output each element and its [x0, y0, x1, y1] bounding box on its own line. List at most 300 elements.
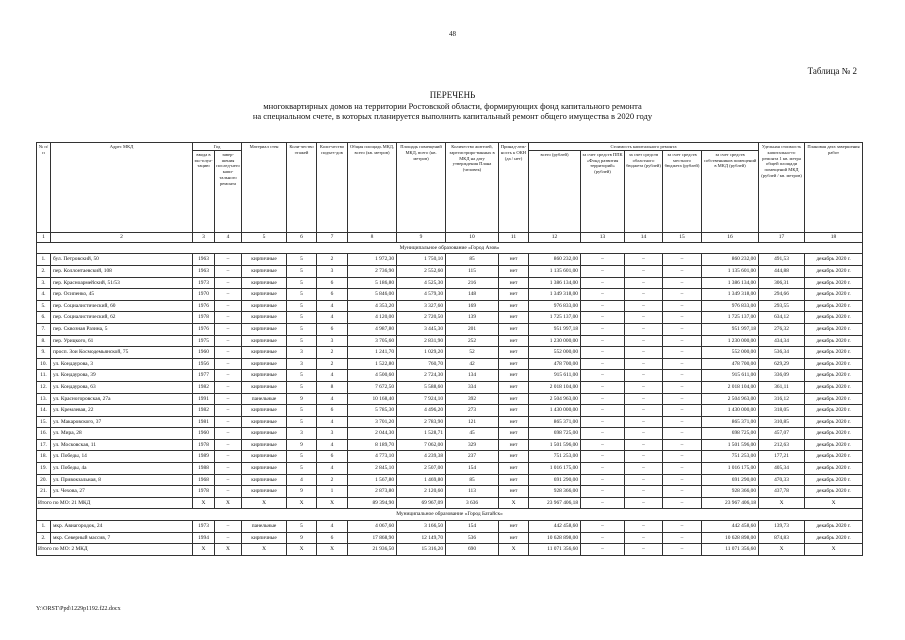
table-cell: 216 — [446, 277, 499, 289]
total-cell: 23 967 406,18 — [529, 497, 581, 509]
table-cell: 4 987,80 — [348, 323, 397, 335]
table-cell: 273 — [446, 405, 499, 417]
table-cell: 2 873,80 — [348, 486, 397, 498]
table-cell: декабрь 2020 г. — [805, 289, 863, 301]
table-cell: 4 — [287, 474, 317, 486]
table-cell: декабрь 2020 г. — [805, 521, 863, 533]
table-cell: 5 — [287, 300, 317, 312]
table-cell: нет — [499, 381, 529, 393]
table-cell: – — [215, 532, 242, 544]
table-cell: – — [581, 312, 625, 324]
table-cell: 21. — [37, 486, 51, 498]
table-cell: пер. Сквозная Разина, 5 — [51, 323, 193, 335]
table-cell: – — [663, 323, 702, 335]
total-cell: – — [581, 544, 625, 556]
table-cell: 860 232,00 — [702, 254, 759, 266]
table-cell: кирпичные — [242, 300, 287, 312]
table-cell: 7 924,10 — [397, 393, 446, 405]
table-cell: 13. — [37, 393, 51, 405]
table-cell: – — [625, 474, 663, 486]
table-cell: нет — [499, 265, 529, 277]
table-cell: пер. Социалистический, 60 — [51, 300, 193, 312]
table-cell: 442 458,60 — [702, 521, 759, 533]
table-cell: 434,34 — [759, 335, 805, 347]
table-cell: 951 997,18 — [529, 323, 581, 335]
table-cell: панельные — [242, 521, 287, 533]
table-cell: кирпичные — [242, 265, 287, 277]
table-cell: 1 016 175,00 — [529, 463, 581, 475]
table-cell: – — [581, 463, 625, 475]
table-cell: – — [625, 521, 663, 533]
table-cell: – — [625, 428, 663, 440]
table-cell: кирпичные — [242, 358, 287, 370]
table-cell: кирпичные — [242, 416, 287, 428]
total-cell: X — [759, 497, 805, 509]
table-cell: – — [625, 405, 663, 417]
table-cell: – — [625, 323, 663, 335]
table-row — [37, 416, 863, 428]
table-cell: 2 720,50 — [397, 312, 446, 324]
table-cell: 2 504 963,00 — [529, 393, 581, 405]
table-cell: – — [215, 486, 242, 498]
total-cell: X — [317, 544, 348, 556]
table-cell: – — [215, 428, 242, 440]
table-cell: кирпичные — [242, 312, 287, 324]
table-cell: кирпичные — [242, 370, 287, 382]
header-cost-total: всего (рублей) — [529, 150, 581, 232]
table-cell: 1 241,70 — [348, 347, 397, 359]
total-cell: X — [499, 497, 529, 509]
total-cell: X — [287, 497, 317, 509]
table-cell: – — [581, 300, 625, 312]
table-cell: 629,29 — [759, 358, 805, 370]
table-cell: 1 135 601,00 — [702, 265, 759, 277]
table-row — [37, 463, 863, 475]
table-cell: 169 — [446, 300, 499, 312]
table-cell: 10 168,40 — [348, 393, 397, 405]
table-cell: декабрь 2020 г. — [805, 381, 863, 393]
table-row — [37, 486, 863, 498]
table-cell: 1977 — [193, 370, 215, 382]
table-row — [37, 451, 863, 463]
table-cell: ул. Мира, 28 — [51, 428, 193, 440]
table-cell: 5 — [287, 370, 317, 382]
table-cell: 6 — [317, 405, 348, 417]
table-cell: декабрь 2020 г. — [805, 323, 863, 335]
table-cell: 15. — [37, 416, 51, 428]
table-cell: – — [581, 254, 625, 266]
table-cell: 139 — [446, 312, 499, 324]
table-cell: декабрь 2020 г. — [805, 335, 863, 347]
title-line-2: многоквартирных домов на территории Ростовской области, формирующих фонд капитального ремонта — [263, 100, 642, 111]
table-cell: ул. Победы, 4а — [51, 463, 193, 475]
table-cell: кирпичные — [242, 474, 287, 486]
table-cell: ул. Привокзальная, 8 — [51, 474, 193, 486]
total-cell: 69 967,09 — [397, 497, 446, 509]
table-cell: нет — [499, 486, 529, 498]
table-cell: декабрь 2020 г. — [805, 486, 863, 498]
table-cell: – — [581, 277, 625, 289]
table-cell: мкр. Северный массив, 7 — [51, 532, 193, 544]
table-cell: 3 — [317, 265, 348, 277]
table-cell: декабрь 2020 г. — [805, 416, 863, 428]
header-entrances: Коли-чество подъез-дов — [317, 143, 348, 233]
total-cell: 21 936,50 — [348, 544, 397, 556]
table-cell: ул. Кондаурова, 3 — [51, 358, 193, 370]
table-cell: нет — [499, 335, 529, 347]
table-cell: 4 — [317, 416, 348, 428]
table-cell: – — [663, 439, 702, 451]
table-cell: 1 522,80 — [348, 358, 397, 370]
column-number: 17 — [759, 232, 805, 242]
table-cell: 976 833,00 — [529, 300, 581, 312]
table-cell: – — [215, 463, 242, 475]
table-cell: 12. — [37, 381, 51, 393]
table-cell: – — [663, 486, 702, 498]
table-cell: – — [581, 370, 625, 382]
table-cell: 18. — [37, 451, 51, 463]
table-cell: – — [215, 323, 242, 335]
header-year-last-repair: завер-шения послед-него капи-тального ремонта — [215, 150, 242, 232]
table-cell: 1 501 596,00 — [702, 439, 759, 451]
table-cell: – — [215, 312, 242, 324]
table-cell: кирпичные — [242, 323, 287, 335]
table-cell: 951 997,18 — [702, 323, 759, 335]
table-cell: 154 — [446, 463, 499, 475]
table-cell: 1981 — [193, 416, 215, 428]
table-cell: пер. Осипенко, 45 — [51, 289, 193, 301]
table-row — [37, 521, 863, 533]
table-cell: 1 135 601,00 — [529, 265, 581, 277]
table-cell: – — [663, 370, 702, 382]
table-cell: 4 239,38 — [397, 451, 446, 463]
table-row — [37, 347, 863, 359]
table-cell: 915 611,00 — [702, 370, 759, 382]
table-cell: – — [215, 289, 242, 301]
table-cell: 1991 — [193, 393, 215, 405]
table-cell: 2 — [317, 347, 348, 359]
table-cell: 4 579,30 — [397, 289, 446, 301]
table-cell: 3 — [317, 428, 348, 440]
table-cell: – — [581, 265, 625, 277]
table-cell: 2 018 104,00 — [529, 381, 581, 393]
total-cell: 3 636 — [446, 497, 499, 509]
table-cell: 154 — [446, 521, 499, 533]
table-cell: – — [663, 463, 702, 475]
table-cell: 1989 — [193, 451, 215, 463]
table-cell: 444,88 — [759, 265, 805, 277]
table-cell: 1960 — [193, 347, 215, 359]
header-no: № п/п — [37, 143, 51, 233]
table-cell: 928 366,00 — [529, 486, 581, 498]
table-cell: 1988 — [193, 463, 215, 475]
total-cell: – — [663, 544, 702, 556]
table-cell: 3 — [317, 335, 348, 347]
table-cell: 457,07 — [759, 428, 805, 440]
table-cell: – — [663, 254, 702, 266]
table-cell: 2 736,90 — [348, 265, 397, 277]
table-cell: – — [215, 300, 242, 312]
table-cell: 8 — [317, 381, 348, 393]
table-cell: 9 — [287, 486, 317, 498]
table-cell: 491,53 — [759, 254, 805, 266]
table-cell: нет — [499, 474, 529, 486]
table-cell: декабрь 2020 г. — [805, 358, 863, 370]
table-cell: декабрь 2020 г. — [805, 265, 863, 277]
table-cell: кирпичные — [242, 405, 287, 417]
total-cell: X — [242, 544, 287, 556]
table-cell: 5 — [287, 254, 317, 266]
table-cell: 5 — [287, 405, 317, 417]
table-cell: – — [663, 312, 702, 324]
table-row — [37, 265, 863, 277]
table-cell: – — [581, 381, 625, 393]
table-row — [37, 370, 863, 382]
table-cell: 536 — [446, 532, 499, 544]
table-cell: ул. Кондаурова, 63 — [51, 381, 193, 393]
section-title: Муниципальное образование «Город Азов» — [37, 242, 863, 254]
table-cell: – — [625, 312, 663, 324]
table-cell: 3 — [287, 347, 317, 359]
table-cell: декабрь 2020 г. — [805, 300, 863, 312]
table-cell: 865 371,00 — [529, 416, 581, 428]
table-cell: кирпичные — [242, 289, 287, 301]
table-cell: 1 725 137,00 — [702, 312, 759, 324]
table-cell: 1 386 134,00 — [702, 277, 759, 289]
table-cell: 3 327,60 — [397, 300, 446, 312]
table-cell: 1963 — [193, 254, 215, 266]
table-cell: декабрь 2020 г. — [805, 312, 863, 324]
table-cell: 252 — [446, 335, 499, 347]
table-row — [37, 312, 863, 324]
table-row — [37, 474, 863, 486]
table-cell: 1 386 134,00 — [529, 277, 581, 289]
table-cell: 5 — [287, 312, 317, 324]
column-number: 15 — [663, 232, 702, 242]
table-cell: – — [663, 521, 702, 533]
table-cell: бул. Петровский, 50 — [51, 254, 193, 266]
table-row — [37, 393, 863, 405]
header-wall-material: Материал стен — [242, 143, 287, 233]
table-cell: 7 062,00 — [397, 439, 446, 451]
table-cell: – — [215, 358, 242, 370]
header-cost-owners: за счет средств собственников помещений в МКД (рублей) — [702, 150, 759, 232]
table-cell: 2 783,90 — [397, 416, 446, 428]
header-specific-cost: Удельная стоимость капитально-го ремонта 1 кв. метра общей площади помещений МКД (рублей / кв. метров) — [759, 143, 805, 233]
total-cell: 11 071 356,60 — [702, 544, 759, 556]
table-header — [37, 143, 863, 243]
total-cell: X — [193, 544, 215, 556]
total-cell: X — [805, 544, 863, 556]
table-cell: пер. Социалистический, 62 — [51, 312, 193, 324]
table-cell: нет — [499, 312, 529, 324]
table-cell: кирпичные — [242, 463, 287, 475]
header-floors: Коли-чество этажей — [287, 143, 317, 233]
table-cell: 10. — [37, 358, 51, 370]
table-cell: 2 — [317, 474, 348, 486]
table-row — [37, 289, 863, 301]
table-row — [37, 405, 863, 417]
table-cell: ул. Московская, 11 — [51, 439, 193, 451]
table-cell: 6. — [37, 312, 51, 324]
table-cell: 5 186,80 — [348, 277, 397, 289]
table-row — [37, 358, 863, 370]
table-cell: 5 — [287, 521, 317, 533]
table-cell: декабрь 2020 г. — [805, 254, 863, 266]
table-cell: 2 — [317, 358, 348, 370]
column-number: 9 — [397, 232, 446, 242]
table-cell: – — [215, 451, 242, 463]
column-number: 12 — [529, 232, 581, 242]
table-cell: 1978 — [193, 486, 215, 498]
table-cell: 42 — [446, 358, 499, 370]
table-cell: 306,31 — [759, 277, 805, 289]
table-cell: 17 868,90 — [348, 532, 397, 544]
table-cell: 5 — [287, 416, 317, 428]
table-cell: 293,55 — [759, 300, 805, 312]
table-cell: 874,83 — [759, 532, 805, 544]
total-cell: 690 — [446, 544, 499, 556]
table-cell: – — [625, 486, 663, 498]
table-cell: 4 — [317, 521, 348, 533]
table-cell: 4 — [317, 439, 348, 451]
table-cell: декабрь 2020 г. — [805, 474, 863, 486]
table-cell: 915 611,00 — [529, 370, 581, 382]
table-cell: 19. — [37, 463, 51, 475]
table-cell: 1976 — [193, 323, 215, 335]
total-cell: X — [287, 544, 317, 556]
table-cell: 1 430 000,00 — [702, 405, 759, 417]
table-cell: 4 — [317, 312, 348, 324]
table-cell: 3 701,20 — [348, 416, 397, 428]
table-cell: ул. Чехова, 27 — [51, 486, 193, 498]
file-path-footer: Y:\ORST\Ppd\1229p1192.f22.docx — [36, 606, 121, 612]
table-cell: нет — [499, 347, 529, 359]
table-cell: – — [215, 439, 242, 451]
table-cell: – — [215, 254, 242, 266]
table-cell: 7. — [37, 323, 51, 335]
total-cell: 23 967 406,18 — [702, 497, 759, 509]
table-cell: – — [581, 405, 625, 417]
table-cell: 392 — [446, 393, 499, 405]
table-cell: декабрь 2020 г. — [805, 393, 863, 405]
table-cell: 9 — [287, 393, 317, 405]
table-cell: 336,09 — [759, 370, 805, 382]
table-cell: 1994 — [193, 532, 215, 544]
table-cell: 4 496,20 — [397, 405, 446, 417]
table-cell: нет — [499, 416, 529, 428]
table-row — [37, 381, 863, 393]
table-cell: 4 067,60 — [348, 521, 397, 533]
table-cell: 4 500,60 — [348, 370, 397, 382]
table-cell: 12 149,70 — [397, 532, 446, 544]
table-cell: 11. — [37, 370, 51, 382]
table-cell: – — [215, 393, 242, 405]
table-cell: 1963 — [193, 265, 215, 277]
table-cell: ул. Макаровского, 37 — [51, 416, 193, 428]
table-cell: пер. Красноармейский, 51/53 — [51, 277, 193, 289]
table-cell: 1 029,20 — [397, 347, 446, 359]
table-cell: панельные — [242, 393, 287, 405]
column-number: 13 — [581, 232, 625, 242]
table-cell: 4 773,10 — [348, 451, 397, 463]
column-number: 18 — [805, 232, 863, 242]
table-cell: нет — [499, 405, 529, 417]
header-cost-regional: за счет средств областного бюджета (рублей) — [625, 150, 663, 232]
table-cell: нет — [499, 428, 529, 440]
table-cell: – — [663, 381, 702, 393]
table-cell: 1. — [37, 521, 51, 533]
table-cell: – — [215, 370, 242, 382]
total-cell: 15 316,20 — [397, 544, 446, 556]
column-number: 10 — [446, 232, 499, 242]
table-cell: – — [581, 486, 625, 498]
table-cell: 1960 — [193, 428, 215, 440]
table-cell: 16. — [37, 428, 51, 440]
table-cell: 2 845,10 — [348, 463, 397, 475]
table-cell: 1 972,30 — [348, 254, 397, 266]
table-cell: 4 525,30 — [397, 277, 446, 289]
table-cell: 4. — [37, 289, 51, 301]
table-cell: 5 846,00 — [348, 289, 397, 301]
table-cell: нет — [499, 300, 529, 312]
table-cell: – — [663, 300, 702, 312]
table-cell: 8. — [37, 335, 51, 347]
table-row — [37, 428, 863, 440]
header-cost-fund: за счет средств ППК «Фонд развития территорий» (рублей) — [581, 150, 625, 232]
table-cell: – — [625, 416, 663, 428]
table-cell: – — [215, 521, 242, 533]
table-cell: нет — [499, 521, 529, 533]
total-cell: 89 394,90 — [348, 497, 397, 509]
table-cell: – — [581, 347, 625, 359]
column-number: 5 — [242, 232, 287, 242]
table-cell: – — [663, 277, 702, 289]
table-cell: 470,33 — [759, 474, 805, 486]
column-number: 6 — [287, 232, 317, 242]
table-cell: 751 253,00 — [529, 451, 581, 463]
table-cell: – — [625, 439, 663, 451]
table-cell: 121 — [446, 416, 499, 428]
table-cell: 5 — [287, 289, 317, 301]
table-cell: 478 700,00 — [529, 358, 581, 370]
table-cell: декабрь 2020 г. — [805, 439, 863, 451]
column-number: 2 — [51, 232, 193, 242]
table-cell: 437,78 — [759, 486, 805, 498]
table-cell: нет — [499, 451, 529, 463]
table-row — [37, 323, 863, 335]
table-cell: – — [625, 265, 663, 277]
table-cell: – — [215, 335, 242, 347]
table-cell: 316,12 — [759, 393, 805, 405]
total-cell: 11 071 356,60 — [529, 544, 581, 556]
table-cell: 5 — [287, 335, 317, 347]
table-cell: 1 349 318,00 — [529, 289, 581, 301]
table-cell: – — [625, 393, 663, 405]
table-cell: 1970 — [193, 289, 215, 301]
total-cell: X — [215, 497, 242, 509]
table-cell: – — [663, 393, 702, 405]
table-cell: 5 — [287, 381, 317, 393]
table-cell: 45 — [446, 428, 499, 440]
table-cell: декабрь 2020 г. — [805, 463, 863, 475]
table-cell: 1978 — [193, 439, 215, 451]
table-cell: 3. — [37, 277, 51, 289]
table-row — [37, 439, 863, 451]
title-line-1: ПЕРЕЧЕНЬ — [429, 90, 476, 100]
table-cell: ул. Красногоровская, 27а — [51, 393, 193, 405]
column-number: 16 — [702, 232, 759, 242]
